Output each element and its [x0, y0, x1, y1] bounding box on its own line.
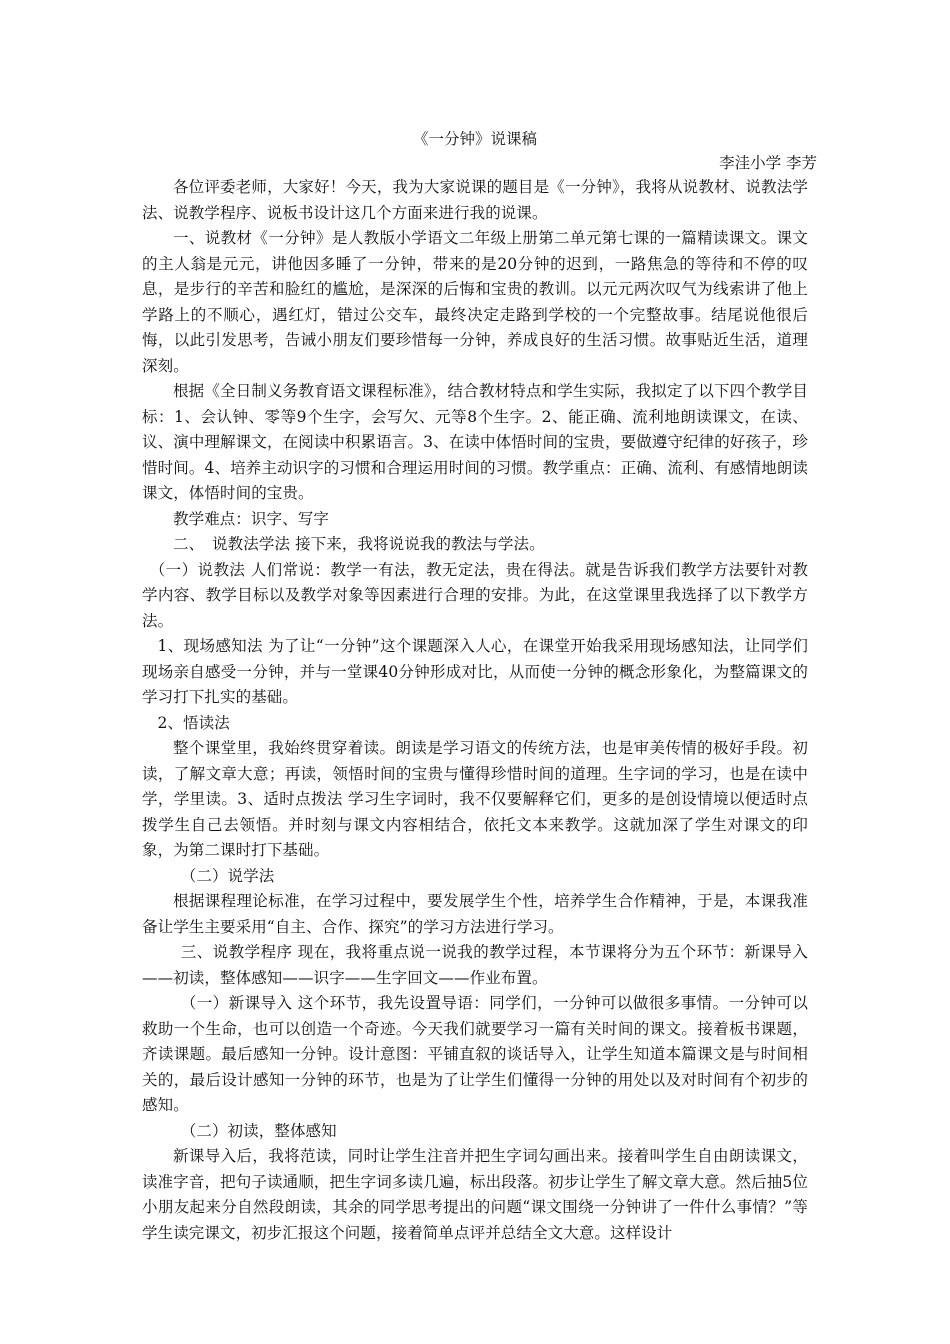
- paragraph-learning-methods: 根据课程理论标准，在学习过程中，要发展学生个性，培养学生合作精神，于是，本课我准备让学生主要采用“自主、合作、探究”的学习方法进行学习。: [142, 892, 808, 936]
- paragraph-teaching-goals: 根据《全日制义务教育语文课程标准》，结合教材特点和学生实际，我拟定了以下四个教学目标：1、会认钟、零等9个生字，会写欠、元等8个生字。2、能正确、流利地朗读课文，在读、议、演中理解课文，在阅读中积累语言。3、在读中体悟时间的宝贵，要做遵守纪律的好孩子，珍惜时间。4、培养主动识字的习惯和合理运用时间的习惯。教学重点：正确、流利、有感情地朗读课文，体悟时间的宝贵。: [142, 382, 808, 502]
- paragraph-first-reading: 新课导入后，我将范读，同时让学生注音并把生字词勾画出来。接着叫学生自由朗读课文，读准字音，把句子读通顺，把生字词多读几遍，标出段落。初步让学生了解文章大意。然后抽5位小朋友起来分自然段朗读，其余的同学思考提出的问题“课文围绕一分钟讲了一件什么事情？”等学生读完课文，初步汇报这个问题，接着简单点评并总结全文大意。这样设计: [142, 1147, 808, 1242]
- paragraph-teaching-methods: （一）说教法 人们常说：教学一有法，教无定法，贵在得法。就是告诉我们教学方法要针对教学内容、教学目标以及教学对象等因素进行合理的安排。为此，在这堂课里我选择了以下教学方法。: [142, 560, 808, 630]
- paragraph-first-reading-heading: （二）初读，整体感知: [180, 1121, 337, 1140]
- paragraph-opening: 各位评委老师，大家好！今天，我为大家说课的题目是《一分钟》，我将从说教材、说教法学法、说教学程序、说板书设计这几个方面来进行我的说课。: [142, 178, 808, 222]
- paragraph-method-reading: 整个课堂里，我始终贯穿着读。朗读是学习语文的传统方法，也是审美传情的极好手段。初读，了解文章大意；再读，领悟时间的宝贵与懂得珍惜时间的道理。生字词的学习，也是在读中学，学里读。3、适时点拨法 学习生字词时，我不仅要解释它们，更多的是创设情境以便适时点拨学生自己去领悟。并时刻与课文内容相结合，依托文本来教学。这就加深了学生对课文的印象，为第二课时打下基础。: [142, 739, 808, 859]
- paragraph-method-perception: 1、现场感知法 为了让“一分钟”这个课题深入人心，在课堂开始我采用现场感知法，让同学们现场亲自感受一分钟，并与一堂课40分钟形成对比，从而使一分钟的概念形象化，为整篇课文的学习打下扎实的基础。: [142, 637, 808, 706]
- paragraph-method-reading-heading: 2、悟读法: [157, 713, 230, 732]
- paragraph-teaching-material: 一、说教材《一分钟》是人教版小学语文二年级上册第二单元第七课的一篇精读课文。课文的主人翁是元元，讲他因多睡了一分钟，带来的是20分钟的迟到，一路焦急的等待和不停的叹息，是步行的辛苦和脸红的尴尬，是深深的后悔和宝贵的教训。以元元两次叹气为线索讲了他上学路上的不顺心，遇红灯，错过公交车，最终决定走路到学校的一个完整故事。结尾说他很后悔，以此引发思考，告诫小朋友们要珍惜每一分钟，养成良好的生活习惯。故事贴近生活，道理深刻。: [142, 229, 808, 375]
- paragraph-teaching-difficulty: 教学难点：识字、写字: [173, 509, 330, 528]
- document-author: 李洼小学 李芳: [719, 154, 817, 172]
- paragraph-teaching-procedure: 三、说教学程序 现在，我将重点说一说我的教学过程，本节课将分为五个环节：新课导入——初读，整体感知——识字——生字回文——作业布置。: [142, 943, 808, 987]
- paragraph-learning-methods-heading: （二）说学法: [180, 866, 275, 885]
- paragraph-section-two-heading: 二、 说教法学法 接下来，我将说说我的教法与学法。: [173, 535, 545, 553]
- document-body: [142, 175, 808, 1246]
- paragraph-new-lesson-intro: （一）新课导入 这个环节，我先设置导语：同学们，一分钟可以做很多事情。一分钟可以救助一个生命，也可以创造一个奇迹。今天我们就要学习一篇有关时间的课文。接着板书课题，齐读课题。最后感知一分钟。设计意图：平铺直叙的谈话导入，让学生知道本篇课文是与时间相关的，最后设计感知一分钟的环节，也是为了让学生们懂得一分钟的用处以及对时间有个初步的感知。: [142, 994, 808, 1114]
- document-title: 《一分钟》说课稿: [412, 130, 537, 148]
